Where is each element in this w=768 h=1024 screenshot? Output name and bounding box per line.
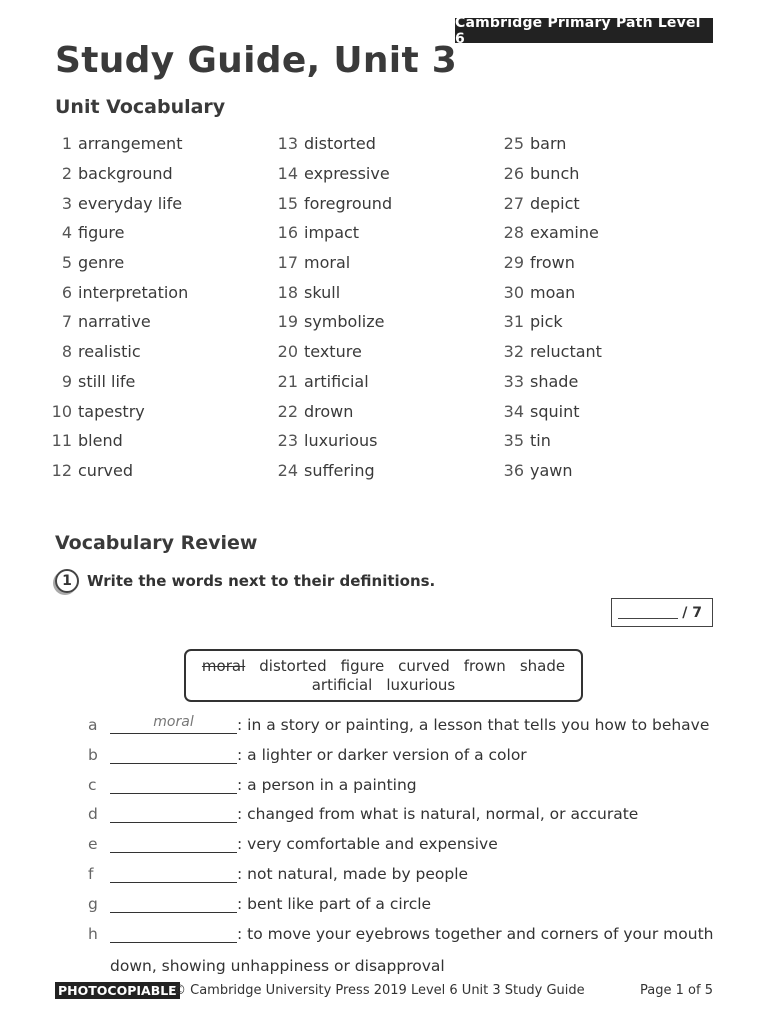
- score-total: / 7: [682, 604, 702, 621]
- vocab-word: tin: [530, 431, 551, 451]
- vocab-item: [276, 307, 501, 337]
- vocab-column-1: [50, 129, 275, 485]
- word-bank-item: figure: [340, 656, 385, 675]
- definition-letter: e: [88, 835, 98, 854]
- exercise-number-badge: 1: [55, 569, 79, 593]
- word-bank-item: shade: [519, 656, 566, 675]
- word-bank-item: frown: [463, 656, 506, 675]
- vocab-item: [502, 129, 727, 159]
- vocab-item: [50, 367, 275, 397]
- answer-blank[interactable]: [110, 897, 237, 913]
- vocab-item: [50, 277, 275, 307]
- definition-text: : a person in a painting: [237, 775, 417, 794]
- photocopiable-label: PHOTOCOPIABLE: [55, 982, 180, 999]
- vocab-number: 17: [277, 253, 298, 273]
- definition-item: [88, 831, 708, 861]
- vocab-number: 24: [277, 460, 298, 480]
- answer-blank[interactable]: [110, 748, 237, 764]
- vocab-item: [50, 307, 275, 337]
- vocab-column-3: [502, 129, 727, 485]
- vocab-number: 15: [277, 193, 298, 213]
- vocab-word: foreground: [304, 193, 393, 213]
- vocab-item: [50, 218, 275, 248]
- vocab-word: genre: [78, 253, 125, 273]
- exercise-instruction: Write the words next to their definitions.: [87, 572, 436, 590]
- vocab-word: barn: [530, 134, 567, 154]
- vocab-word: reluctant: [530, 342, 602, 362]
- vocab-number: 27: [503, 193, 524, 213]
- vocab-number: 11: [51, 431, 72, 451]
- score-box: [611, 598, 713, 627]
- definition-text: : in a story or painting, a lesson that tells you how to behave: [237, 716, 710, 734]
- word-bank-item: curved: [398, 656, 450, 675]
- vocab-number: 5: [61, 253, 72, 273]
- answer-blank[interactable]: [110, 837, 237, 853]
- vocab-item: [276, 367, 501, 397]
- word-bank-item: moral: [201, 656, 246, 675]
- vocab-number: 8: [61, 342, 72, 362]
- vocab-item: [50, 188, 275, 218]
- level-badge: Cambridge Primary Path Level 6: [455, 18, 713, 43]
- vocab-item: [50, 248, 275, 278]
- vocab-item: [276, 159, 501, 189]
- answer-text: moral: [153, 714, 194, 730]
- vocab-number: 14: [277, 164, 298, 184]
- vocab-word: arrangement: [78, 134, 183, 154]
- answer-blank[interactable]: [110, 927, 237, 943]
- unit-vocabulary-heading: Unit Vocabulary: [55, 96, 226, 118]
- vocab-word: skull: [304, 282, 341, 302]
- definitions-list: [88, 712, 714, 975]
- vocab-column-2: [276, 129, 501, 485]
- vocab-number: 35: [503, 431, 524, 451]
- vocab-number: 7: [61, 312, 72, 332]
- vocab-item: [50, 456, 275, 486]
- vocab-number: 1: [61, 134, 72, 154]
- vocab-word: expressive: [304, 164, 390, 184]
- definition-text: : very comfortable and expensive: [237, 835, 498, 854]
- definition-item: [88, 801, 708, 831]
- definition-text: : a lighter or darker version of a color: [237, 745, 527, 764]
- vocab-item: [276, 129, 501, 159]
- definition-text: : not natural, made by people: [237, 864, 469, 883]
- vocab-number: 16: [277, 223, 298, 243]
- vocab-word: narrative: [78, 312, 151, 332]
- vocab-item: [276, 456, 501, 486]
- vocab-item: [50, 426, 275, 456]
- vocab-word: depict: [530, 193, 580, 213]
- vocab-word: luxurious: [304, 431, 378, 451]
- answer-blank[interactable]: [110, 778, 237, 794]
- answer-blank[interactable]: [110, 867, 237, 883]
- vocab-number: 13: [277, 134, 298, 154]
- vocab-number: 31: [503, 312, 524, 332]
- definition-letter: a: [88, 716, 98, 734]
- page-title: Study Guide, Unit 3: [55, 40, 458, 81]
- vocab-item: [502, 396, 727, 426]
- vocab-word: everyday life: [78, 193, 183, 213]
- vocab-number: 25: [503, 134, 524, 154]
- vocab-word: artificial: [304, 371, 369, 391]
- exercise-header: [55, 569, 435, 593]
- vocab-word: texture: [304, 342, 362, 362]
- vocab-number: 22: [277, 401, 298, 421]
- vocab-item: [502, 456, 727, 486]
- copyright-text: © Cambridge University Press 2019 Level 6 Unit 3 Study Guide: [173, 983, 585, 998]
- vocab-item: [50, 159, 275, 189]
- vocab-item: [50, 396, 275, 426]
- vocab-item: [502, 248, 727, 278]
- vocab-word: impact: [304, 223, 360, 243]
- vocab-number: 34: [503, 401, 524, 421]
- vocab-item: [276, 188, 501, 218]
- vocab-number: 32: [503, 342, 524, 362]
- definition-item: [88, 742, 708, 772]
- vocab-number: 28: [503, 223, 524, 243]
- vocab-number: 6: [61, 282, 72, 302]
- vocab-word: frown: [530, 253, 575, 273]
- definition-text: : to move your eyebrows together and corners of your mouth: [237, 924, 714, 943]
- vocab-item: [276, 248, 501, 278]
- definition-item: [88, 772, 708, 802]
- definition-item: [88, 891, 708, 921]
- answer-blank[interactable]: [110, 714, 237, 734]
- vocab-number: 9: [61, 371, 72, 391]
- definition-item: [88, 921, 714, 951]
- vocab-word: shade: [530, 371, 579, 391]
- vocabulary-review-heading: Vocabulary Review: [55, 532, 258, 554]
- definition-letter: g: [88, 894, 98, 913]
- vocab-item: [502, 188, 727, 218]
- vocab-item: [502, 159, 727, 189]
- definition-letter: f: [88, 864, 94, 883]
- vocab-item: [276, 337, 501, 367]
- vocab-item: [276, 396, 501, 426]
- vocab-word: still life: [78, 371, 136, 391]
- word-bank-item: artificial: [311, 675, 373, 694]
- word-bank-item: luxurious: [386, 675, 456, 694]
- vocab-word: background: [78, 164, 173, 184]
- vocab-item: [276, 277, 501, 307]
- definition-item: [88, 861, 708, 891]
- definition-text: : bent like part of a circle: [237, 894, 432, 913]
- vocab-number: 2: [61, 164, 72, 184]
- page-footer: [55, 982, 713, 1000]
- vocab-item: [502, 367, 727, 397]
- vocab-word: examine: [530, 223, 599, 243]
- definition-item: [88, 712, 708, 742]
- vocab-number: 12: [51, 460, 72, 480]
- answer-blank[interactable]: [110, 807, 237, 823]
- vocab-word: squint: [530, 401, 580, 421]
- vocab-item: [276, 426, 501, 456]
- vocab-item: [502, 277, 727, 307]
- vocab-item: [502, 307, 727, 337]
- vocab-item: [276, 218, 501, 248]
- vocab-number: 21: [277, 371, 298, 391]
- vocab-word: moral: [304, 253, 351, 273]
- vocab-number: 3: [61, 193, 72, 213]
- definition-continuation: down, showing unhappiness or disapproval: [110, 957, 445, 975]
- vocab-word: bunch: [530, 164, 580, 184]
- vocab-item: [50, 129, 275, 159]
- vocab-number: 18: [277, 282, 298, 302]
- vocab-word: tapestry: [78, 401, 145, 421]
- vocab-word: figure: [78, 223, 125, 243]
- vocab-word: realistic: [78, 342, 141, 362]
- vocab-item: [502, 337, 727, 367]
- vocab-word: moan: [530, 282, 576, 302]
- vocab-word: pick: [530, 312, 563, 332]
- vocab-number: 20: [277, 342, 298, 362]
- score-blank[interactable]: [618, 606, 678, 619]
- definition-letter: d: [88, 805, 98, 824]
- vocab-word: drown: [304, 401, 354, 421]
- word-bank: [184, 649, 583, 702]
- word-bank-item: distorted: [259, 656, 327, 675]
- vocab-number: 33: [503, 371, 524, 391]
- vocab-word: symbolize: [304, 312, 385, 332]
- vocab-word: yawn: [530, 460, 573, 480]
- vocab-item: [502, 426, 727, 456]
- definition-text: : changed from what is natural, normal, or accurate: [237, 805, 639, 824]
- vocab-number: 19: [277, 312, 298, 332]
- vocab-number: 29: [503, 253, 524, 273]
- vocab-word: distorted: [304, 134, 376, 154]
- vocab-number: 23: [277, 431, 298, 451]
- vocab-number: 26: [503, 164, 524, 184]
- definition-letter: c: [88, 775, 97, 794]
- page-number: Page 1 of 5: [640, 983, 713, 998]
- vocab-number: 30: [503, 282, 524, 302]
- vocab-number: 10: [51, 401, 72, 421]
- vocab-item: [50, 337, 275, 367]
- vocab-word: blend: [78, 431, 123, 451]
- vocab-number: 4: [61, 223, 72, 243]
- vocab-word: suffering: [304, 460, 375, 480]
- vocab-word: curved: [78, 460, 133, 480]
- vocab-item: [502, 218, 727, 248]
- definition-letter: b: [88, 745, 98, 764]
- vocab-number: 36: [503, 460, 524, 480]
- definition-letter: h: [88, 924, 98, 943]
- vocab-word: interpretation: [78, 282, 189, 302]
